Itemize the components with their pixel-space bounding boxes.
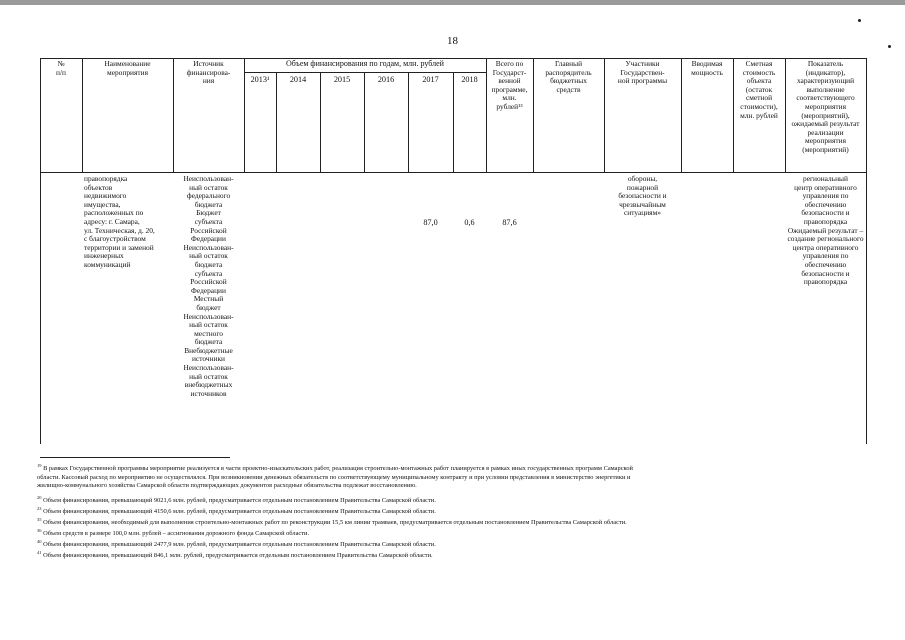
row-value-2018: 0,6: [464, 218, 475, 227]
footnote-41: $^{41}$ Объем финансирования, превышающий 846,1 млн. рублей, предусматривается отдельным постановлением Правительства Самарской области.: [37, 550, 433, 560]
header-total: Всего по Государст- венной программе, млн. рублей¹³: [491, 59, 528, 111]
footnote-36: $^{36}$ Объем средств в размере 100,0 млн. рублей – ассигнования дорожного фонда Самарской области.: [37, 528, 310, 538]
header-name: Наименование мероприятия: [104, 59, 151, 77]
header-volume: Объем финансирования по годам, млн. рублей: [286, 59, 444, 68]
row-name: правопорядка объектов недвижимого имущества, расположенных по адресу: г. Самара, ул. Техническая, д. 20, с благоустройством территории и заменой инженерных коммуникаций: [84, 174, 155, 269]
header-participants: Участники Государствен- ной программы: [617, 59, 668, 86]
header-source: Источник финансирова- ния: [186, 59, 231, 86]
header-estimate: Сметная стоимость объекта (остаток сметной стоимости), млн. рублей: [740, 59, 778, 120]
row-total: 87,6: [502, 218, 517, 227]
header-year-2018: 2018: [461, 75, 478, 84]
header-year-2015: 2015: [333, 75, 351, 84]
footnote-rule: [40, 457, 230, 458]
header-number: № п/п: [56, 59, 66, 77]
footnote-19: $^{19}$ В рамках Государственной программы мероприятие реализуется в части проектно-изыскательских работ, реализация строительно-монтажных работ планируется в рамках иных государственных программ Самарской области. Кассовый расход по мероприятию не осуществлялся. При возникновении денежных обязательств по соответствующему муниципальному контракту и при условии представления в министерство энергетики и жилищно-коммунального хозяйства Самарской области подтверждающих документов расходные обязательства подлежат восстановлению.: [37, 463, 633, 489]
row-participants: обороны, пожарной безопасности и чрезвычайным ситуациям»: [618, 174, 667, 218]
footnote-20: $^{20}$ Объем финансирования, превышающий 9021,6 млн. рублей, предусматривается отдельным постановлением Правительства Самарской области.: [37, 495, 436, 505]
header-year-2013: 2013¹: [250, 75, 270, 84]
header-indicator: Показатель (индикатор), характеризующий выполнение соответствующего мероприятия (мероприятий), ожидаемый результат реализации мероприятия (мероприятий): [791, 59, 860, 154]
row-indicator: региональный центр оперативного управления по обеспечению безопасности и правопорядка Ожидаемый результат – создание регионального центра оперативного управления по обеспечению безопасности и правопорядка: [787, 174, 864, 287]
header-manager: Главный распорядитель бюджетных средств: [545, 59, 592, 94]
footnote-40: $^{40}$ Объем финансирования, превышающий 2477,9 млн. рублей, предусматривается отдельным постановлением Правительства Самарской области.: [37, 539, 436, 549]
header-year-2016: 2016: [377, 75, 395, 84]
header-year-2014: 2014: [289, 75, 307, 84]
row-value-2017: 87,0: [423, 218, 438, 227]
footnote-23: $^{23}$ Объем финансирования, превышающий 4150,6 млн. рублей, предусматривается отдельным постановлением Правительства Самарской области.: [37, 506, 436, 516]
scan-speck: [858, 19, 861, 22]
header-capacity: Вводимая мощность: [691, 59, 723, 77]
footnote-35: $^{35}$ Объем финансирования, необходимый для выполнения строительно-монтажных работ по реконструкции 15,5 км линии трамваев, предусматривается отдельным постановлением Правительства Самарской области.: [37, 517, 627, 527]
row-source: Неиспользован- ный остаток федерального бюджета Бюджет субъекта Российской Федерации Неиспользован- ный остаток бюджета субъекта Российской Федерации Местный бюджет Неиспользован- ный остаток местного бюджета Внебюджетные источники Неиспользован- ный остаток внебюджетных источников: [183, 174, 234, 398]
scan-top-edge: [0, 0, 905, 5]
page-number: 18: [447, 35, 458, 47]
header-year-2017: 2017: [422, 75, 439, 84]
